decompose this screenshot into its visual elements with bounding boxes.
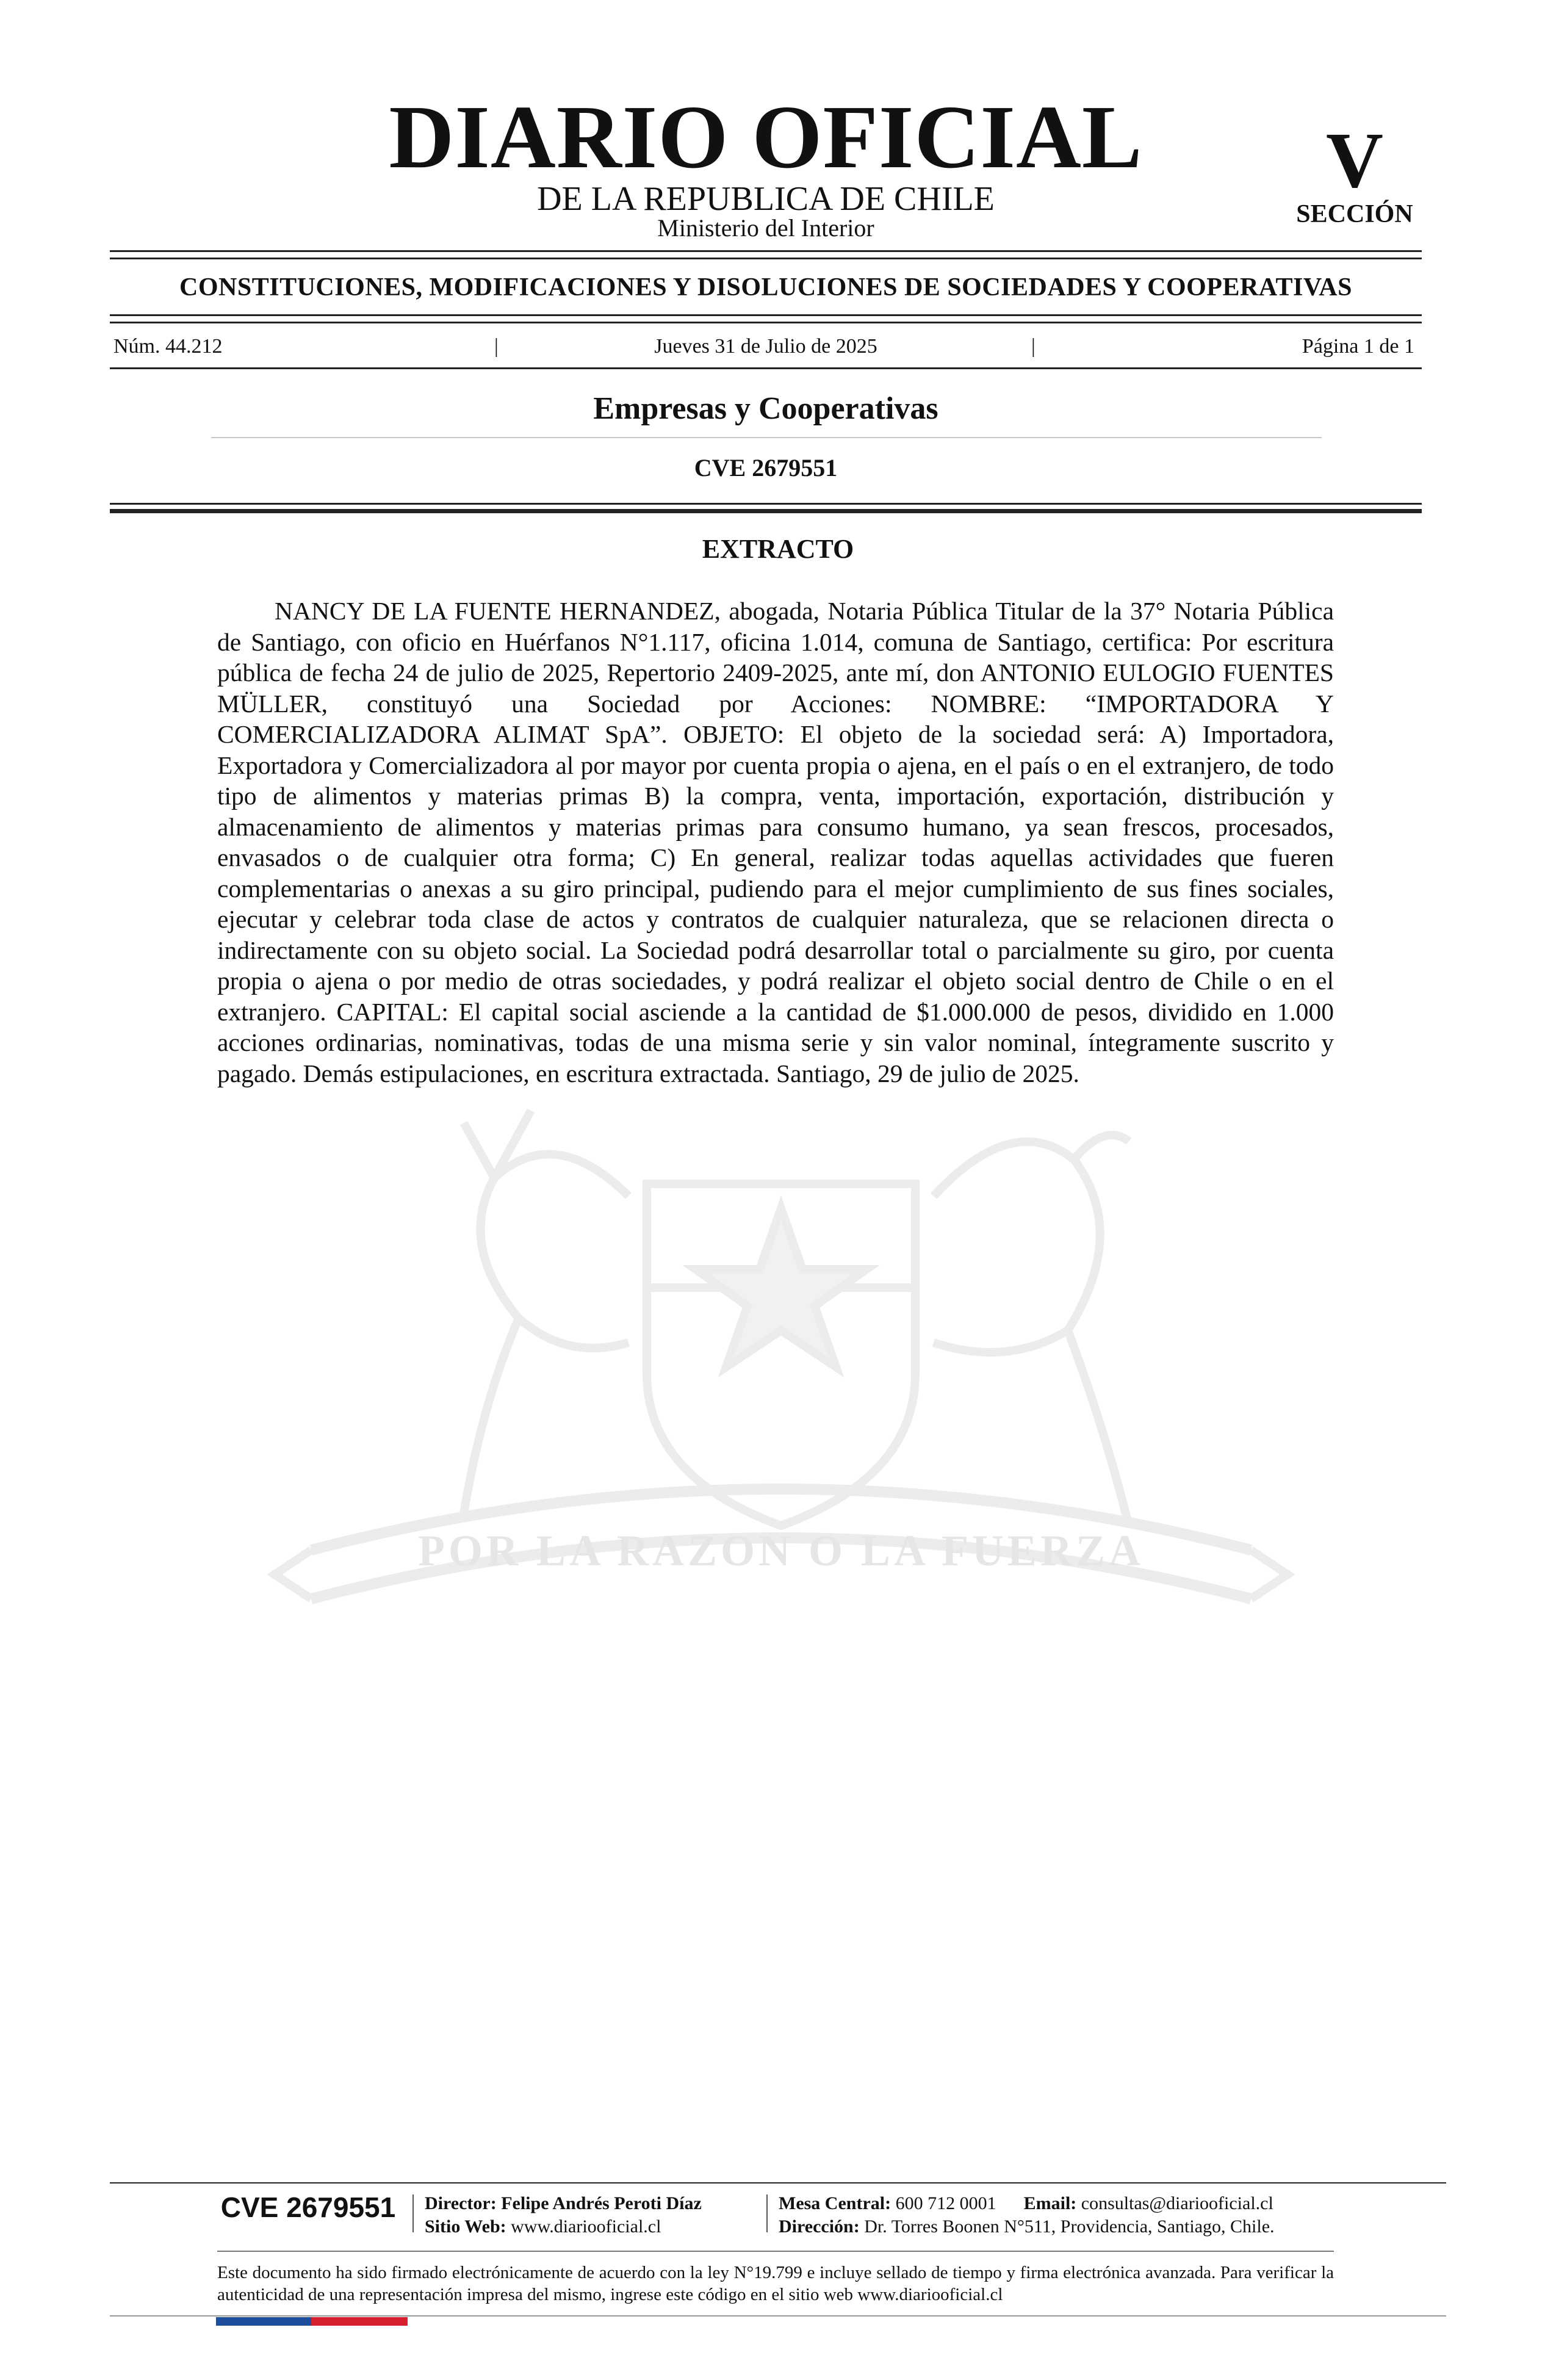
footer-cve-code: CVE 2679551 — [220, 2191, 396, 2223]
footer-website — [425, 2215, 661, 2238]
director-name: Felipe Andrés Peroti Díaz — [501, 2193, 702, 2213]
email-address[interactable]: consultas@diariooficial.cl — [1081, 2193, 1273, 2213]
footer-director — [425, 2192, 702, 2215]
masthead-ministry: Ministerio del Interior — [657, 214, 874, 242]
cve-code-header: CVE 2679551 — [694, 454, 838, 481]
address-label: Dirección: — [779, 2216, 860, 2237]
rule-top-1 — [110, 250, 1422, 252]
section-label: SECCIÓN — [1296, 200, 1413, 228]
footer-divider — [766, 2194, 768, 2232]
address-text: Dr. Torres Boonen N°511, Providencia, Santiago, Chile. — [864, 2216, 1275, 2237]
masthead-title: DIARIO OFICIAL — [389, 87, 1143, 187]
extract-title: EXTRACTO — [702, 534, 854, 564]
meta-separator: | — [1031, 335, 1036, 358]
footer-legal-note: Este documento ha sido firmado electrónicamente de acuerdo con la ley N°19.799 e incluye sellado de tiempo y firma electrónica avanzada. Para verificar la autenticidad de una representación impresa del mismo, ingrese este código en el sitio web www.diariooficial.cl — [217, 2263, 1334, 2304]
page-indicator: Página 1 de 1 — [1302, 335, 1414, 358]
footer-rule-mid — [217, 2251, 1334, 2252]
footer-divider — [412, 2194, 414, 2232]
rule-top-2 — [110, 258, 1422, 259]
website-label: Sitio Web: — [425, 2216, 506, 2237]
section-banner: CONSTITUCIONES, MODIFICACIONES Y DISOLUCIONES DE SOCIEDADES Y COOPERATIVAS — [179, 273, 1352, 301]
email-label: Email: — [1023, 2193, 1077, 2213]
footer-contact — [779, 2192, 1273, 2215]
masthead-subtitle: DE LA REPUBLICA DE CHILE — [537, 180, 995, 218]
rule-banner-bottom-2 — [110, 322, 1422, 323]
footer-rule-bottom — [110, 2315, 1446, 2317]
meta-separator: | — [494, 335, 499, 358]
director-label: Director: — [425, 2193, 497, 2213]
flag-stripe-blue — [216, 2317, 311, 2326]
issue-number: Núm. 44.212 — [113, 335, 223, 358]
extract-body: NANCY DE LA FUENTE HERNANDEZ, abogada, Notaria Pública Titular de la 37° Notaria Pública de Santiago, con oficio en Huérfanos N°1.117, oficina 1.014, comuna de Santiago, certifica: Por escritura pública de fecha 24 de julio de 2025, Repertorio 2409-2025, ante mí, don ANTONIO EULOGIO FUENTES MÜLLER, constituyó una Sociedad por Acciones: NOMBRE: “IMPORTADORA Y COMERCIALIZADORA ALIMAT SpA”. OBJETO: El objeto de la sociedad será: A) Importadora, Exportadora y Comercializadora al por mayor por cuenta propia o ajena, en el país o en el extranjero, de todo tipo de alimentos y materias primas B) la compra, venta, importación, exportación, distribución y almacenamiento de alimentos y materias primas para consumo humano, ya sean frescos, procesados, envasados o de cualquier otra forma; C) En general, realizar todas aquellas actividades que fueren complementarias o anexas a su giro principal, pudiendo para el mejor cumplimiento de sus fines sociales, ejecutar y celebrar toda clase de actos y contratos de cualquier naturaleza, que se relacionen directa o indirectamente con su objeto social. La Sociedad podrá desarrollar total o parcialmente su giro, por cuenta propia o ajena o por medio de otras sociedades, y podrá realizar el objeto social dentro de Chile o en el extranjero. CAPITAL: El capital social asciende a la cantidad de $1.000.000 de pesos, dividido en 1.000 acciones ordinarias, nominativas, todas de una misma serie y sin valor nominal, íntegramente suscrito y pagado. Demás estipulaciones, en escritura extractada. Santiago, 29 de julio de 2025. — [217, 597, 1334, 1087]
flag-stripe-red — [311, 2317, 408, 2326]
rule-content-top-2 — [110, 509, 1422, 513]
category-title: Empresas y Cooperativas — [593, 391, 938, 426]
rule-banner-bottom-1 — [110, 314, 1422, 316]
rule-content-top-1 — [110, 503, 1422, 505]
issue-date: Jueves 31 de Julio de 2025 — [654, 335, 877, 358]
footer-rule-top — [110, 2182, 1446, 2183]
website-link[interactable]: www.diariooficial.cl — [511, 2216, 661, 2237]
phone-label: Mesa Central: — [779, 2193, 891, 2213]
watermark-motto: POR LA RAZON O LA FUERZA — [417, 1526, 1145, 1575]
section-letter: V — [1326, 117, 1383, 204]
coat-of-arms-watermark — [201, 1086, 1361, 1660]
footer-address — [779, 2215, 1275, 2238]
rule-meta-bottom — [110, 367, 1422, 369]
category-underline — [211, 437, 1322, 438]
phone-number: 600 712 0001 — [895, 2193, 996, 2213]
